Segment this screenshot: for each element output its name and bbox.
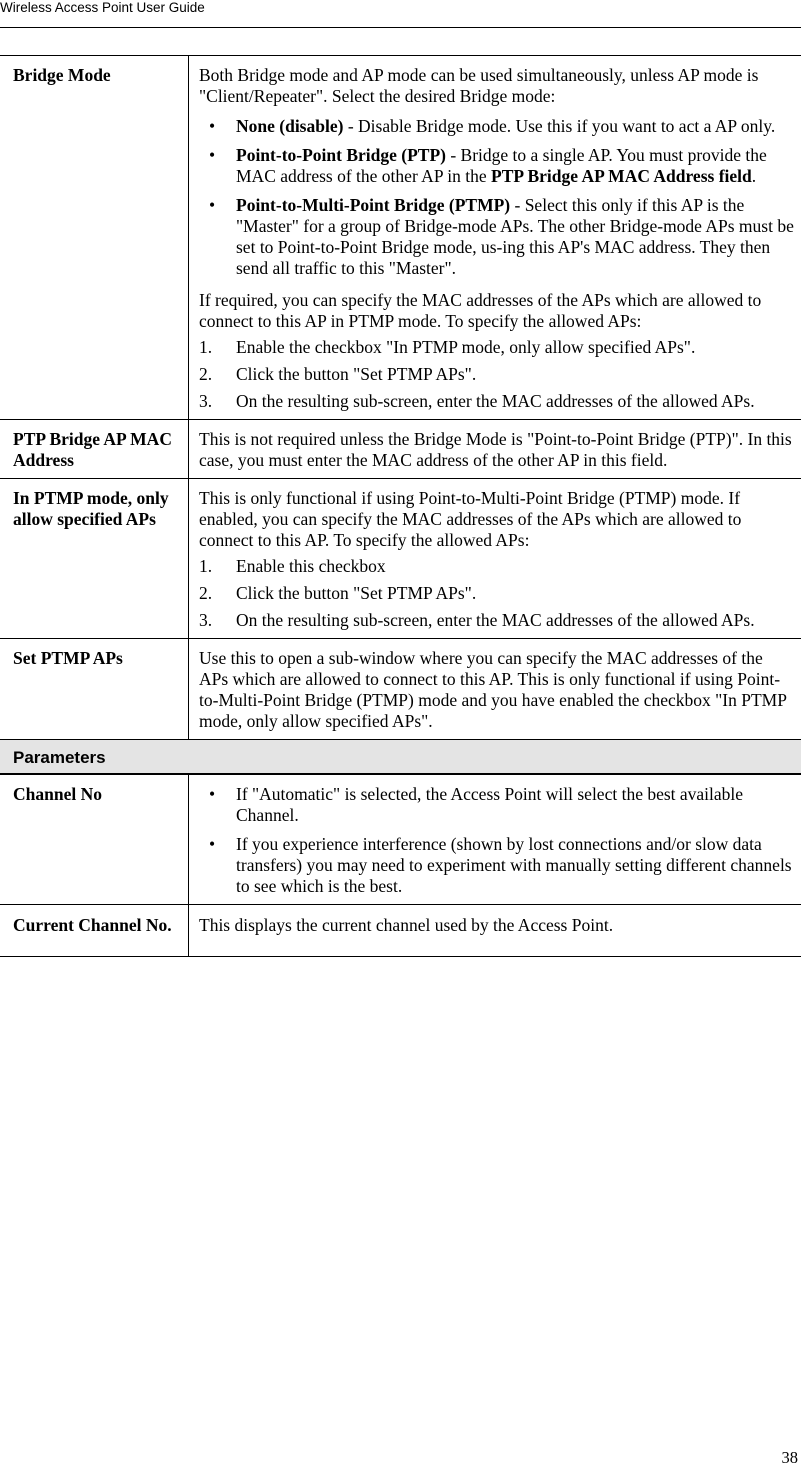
description-paragraph: This is only functional if using Point-to-Multi-Point Bridge (PTMP) mode. If enabled, you can specify the MAC addresses of the APs which are allowed to connect to this AP. To specify the allowed APs: — [199, 488, 742, 550]
description-paragraph: If required, you can specify the MAC addresses of the APs which are allowed to connect to this AP in PTMP mode. To specify the allowed APs: — [199, 290, 762, 331]
bullet-text: If you experience interference (shown by lost connections and/or slow data transfers) you may need to experiment with manually setting different channels to see which is the best. — [236, 834, 792, 896]
bullet-marker: • — [209, 834, 216, 854]
row-label: In PTMP mode, only allow specified APs — [0, 479, 189, 639]
numbered-list — [199, 556, 795, 631]
page-number: 38 — [781, 1448, 798, 1467]
number-marker: 3. — [199, 391, 213, 411]
list-item — [199, 116, 795, 137]
row-label: Channel No — [0, 774, 189, 905]
row-label: Set PTMP APs — [0, 639, 189, 740]
number-marker: 2. — [199, 364, 213, 384]
bullet-marker: • — [209, 195, 216, 215]
field-reference: PTP Bridge AP MAC Address field — [491, 166, 752, 186]
table-row — [0, 774, 801, 905]
bullet-list — [199, 784, 795, 897]
settings-table — [0, 55, 801, 957]
step-text: On the resulting sub-screen, enter the MAC addresses of the allowed APs. — [236, 391, 755, 411]
step-text: Click the button "Set PTMP APs". — [236, 364, 477, 384]
table-row — [0, 905, 801, 957]
row-description — [189, 774, 801, 905]
bullet-marker: • — [209, 784, 216, 804]
list-item — [199, 610, 795, 631]
row-description — [189, 479, 801, 639]
bullet-text: If "Automatic" is selected, the Access Point will select the best available Channel. — [236, 784, 744, 825]
list-item — [199, 583, 795, 604]
term-description: - Disable Bridge mode. Use this if you want to act a AP only. — [343, 116, 776, 136]
term-description: - Bridge to a single AP. You must provide the MAC address of the other AP in the — [236, 145, 767, 186]
row-description — [189, 56, 801, 420]
document-header: Wireless Access Point User Guide — [0, 0, 205, 15]
section-header-row — [0, 740, 801, 775]
list-item — [199, 364, 795, 385]
table-row — [0, 420, 801, 479]
term-description: - Select this only if this AP is the "Master" for a group of Bridge-mode APs. The other Bridge-mode APs must be set to Point-to-Point Bridge mode, us-ing this AP's MAC address. They then send all traffic to this "Master". — [236, 195, 794, 278]
row-label: Bridge Mode — [0, 56, 189, 420]
table-row — [0, 479, 801, 639]
term: None (disable) — [236, 116, 344, 136]
number-marker: 2. — [199, 583, 213, 603]
number-marker: 3. — [199, 610, 213, 630]
step-text: Enable the checkbox "In PTMP mode, only allow specified APs". — [236, 337, 696, 357]
list-item — [199, 784, 795, 826]
row-description: This is not required unless the Bridge Mode is "Point-to-Point Bridge (PTP)". In this case, you must enter the MAC address of the other AP in this field. — [189, 420, 801, 479]
term: Point-to-Point Bridge (PTP) — [236, 145, 446, 165]
row-description: Use this to open a sub-window where you can specify the MAC addresses of the APs which are allowed to connect to this AP. This is only functional if using Point-to-Multi-Point Bridge (PTMP) mode and you have enabled the checkbox "In PTMP mode, only allow specified APs". — [189, 639, 801, 740]
number-marker: 1. — [199, 556, 213, 576]
table-row — [0, 56, 801, 420]
list-item — [199, 337, 795, 358]
list-item — [199, 145, 795, 187]
step-text: Enable this checkbox — [236, 556, 386, 576]
header-rule — [0, 27, 801, 28]
row-label: PTP Bridge AP MAC Address — [0, 420, 189, 479]
bullet-marker: • — [209, 145, 216, 165]
section-title: Parameters — [0, 740, 801, 775]
row-label: Current Channel No. — [0, 905, 189, 957]
sentence-end: . — [751, 166, 757, 186]
step-text: Click the button "Set PTMP APs". — [236, 583, 477, 603]
bullet-list — [199, 116, 795, 279]
list-item — [199, 556, 795, 577]
numbered-list — [199, 337, 795, 412]
term: Point-to-Multi-Point Bridge (PTMP) — [236, 195, 511, 215]
number-marker: 1. — [199, 337, 213, 357]
bullet-marker: • — [209, 116, 216, 136]
step-text: On the resulting sub-screen, enter the MAC addresses of the allowed APs. — [236, 610, 755, 630]
list-item — [199, 195, 795, 279]
list-item — [199, 391, 795, 412]
row-description: This displays the current channel used by the Access Point. — [189, 905, 801, 957]
description-paragraph: Both Bridge mode and AP mode can be used simultaneously, unless AP mode is "Client/Repeater". Select the desired Bridge mode: — [199, 65, 759, 106]
list-item — [199, 834, 795, 897]
table-row — [0, 639, 801, 740]
